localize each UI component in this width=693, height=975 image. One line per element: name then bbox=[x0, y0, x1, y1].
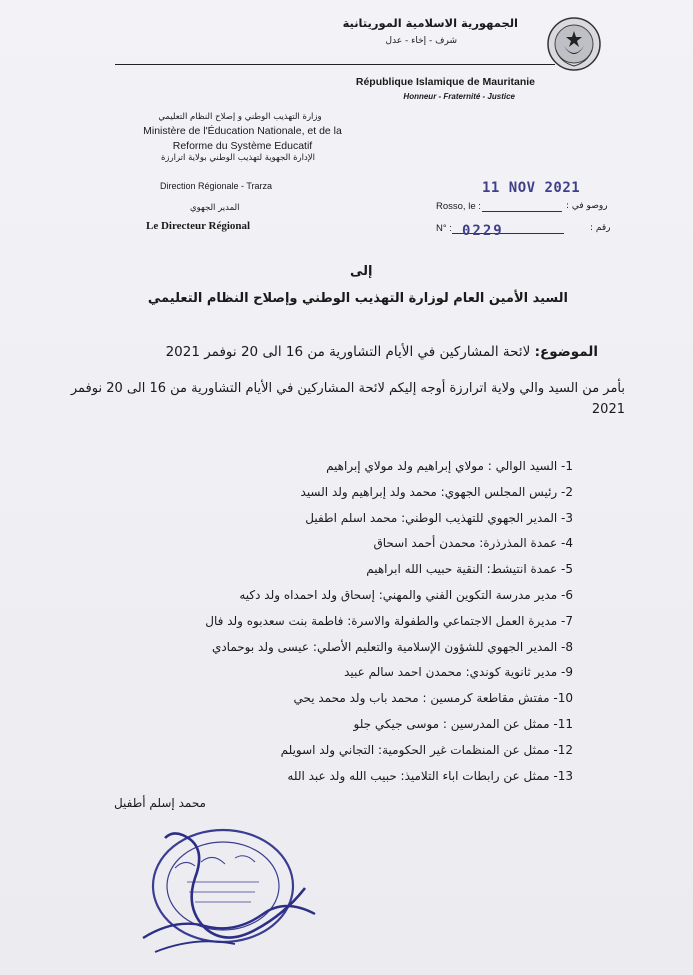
list-item: 7- مديرة العمل الاجتماعي والطفولة والاسرة: فاطمة بنت سعدبوه ولد فال bbox=[205, 613, 573, 628]
subject-text: لائحة المشاركين في الأيام التشاورية من 16 الى 20 نوفمر 2021 bbox=[165, 344, 531, 360]
list-item: 9- مدير ثانوية كوندي: محمدن احمد سالم عبيد bbox=[344, 665, 573, 680]
reference-number-stamp: 0229 bbox=[462, 223, 504, 239]
header-rule bbox=[115, 64, 555, 65]
reference-number-label: N° : bbox=[436, 223, 452, 234]
list-item: 2- رئيس المجلس الجهوي: محمد ولد إبراهيم ولد السيد bbox=[300, 484, 573, 499]
regional-directorate-ar: الإدارة الجهوية لتهذيب الوطني بولاية اترارزة bbox=[160, 153, 316, 163]
ministry-name-fr-line2: Reforme du Système Educatif bbox=[172, 140, 313, 152]
rosso-date-label: Rosso, le : bbox=[436, 201, 481, 212]
list-item: 12- ممثل عن المنظمات غير الحكومية: التجاني ولد اسويلم bbox=[280, 742, 573, 757]
director-title-ar: المدير الجهوي bbox=[190, 203, 240, 213]
list-item: 1- السيد الوالي : مولاي إبراهيم ولد مولاي إبراهيم bbox=[326, 459, 573, 473]
date-stamp: 11 NOV 2021 bbox=[482, 180, 581, 196]
reference-number-label-ar: رقم : bbox=[590, 223, 611, 233]
ministry-name-fr bbox=[110, 124, 375, 154]
signer-name: محمد إسلم أطفيل bbox=[113, 796, 206, 810]
rosso-date-line bbox=[482, 211, 562, 212]
list-item: 13- ممثل عن رابطات اباء التلاميذ: حبيب الله ولد عبد الله bbox=[287, 768, 573, 783]
addressee-label: إلى bbox=[350, 264, 373, 279]
republic-name-ar: الجمهورية الاسلامية الموريتانية bbox=[342, 16, 518, 30]
list-item: 3- المدير الجهوي للتهذيب الوطني: محمد اسلم اطفيل bbox=[305, 510, 573, 525]
director-title-fr: Le Directeur Régional bbox=[146, 220, 251, 232]
list-item: 11- ممثل عن المدرسين : موسى جيكي جلو bbox=[353, 716, 573, 731]
ministry-name-fr-line1: Ministère de l'Éducation Nationale, et de la bbox=[143, 125, 342, 137]
participants-list bbox=[113, 454, 573, 789]
subject-line bbox=[166, 344, 598, 360]
motto-fr: Honneur - Fraternité - Justice bbox=[403, 92, 515, 101]
list-item: 10- مفتش مقاطعة كرمسين : محمد باب ولد محمد يحي bbox=[293, 691, 573, 706]
list-item: 4- عمدة المذرذرة: محمدن أحمد اسحاق bbox=[373, 536, 573, 551]
republic-name-fr: République Islamique de Mauritanie bbox=[355, 76, 535, 88]
signature-stamp-icon bbox=[135, 818, 320, 968]
subject-label: الموضوع: bbox=[534, 344, 598, 360]
regional-directorate-fr: Direction Régionale - Trarza bbox=[160, 181, 273, 191]
ministry-name-ar: وزارة التهذيب الوطني و إصلاح النظام التعليمي bbox=[158, 112, 322, 122]
list-item: 6- مدير مدرسة التكوين الفني والمهني: إسحاق ولد احمداه ولد دكيه bbox=[239, 587, 573, 602]
list-item: 5- عمدة انتيشط: النقية حبيب الله ابراهيم bbox=[366, 562, 573, 577]
list-item: 8- المدير الجهوي للشؤون الإسلامية والتعليم الأصلي: عيسى ولد بوحمادي bbox=[211, 639, 573, 654]
recipient: السيد الأمين العام لوزارة التهذيب الوطني وإصلاح النظام التعليمي bbox=[147, 291, 568, 306]
rosso-date-label-ar: روصو في : bbox=[566, 201, 608, 211]
intro-paragraph: بأمر من السيد والي ولاية اترارزة أوجه إليكم لائحة المشاركين في الأيام التشاورية من 16 الى 20 نوفمر 2021 bbox=[70, 381, 625, 417]
motto-ar: شرف - إخاء - عدل bbox=[385, 36, 457, 46]
